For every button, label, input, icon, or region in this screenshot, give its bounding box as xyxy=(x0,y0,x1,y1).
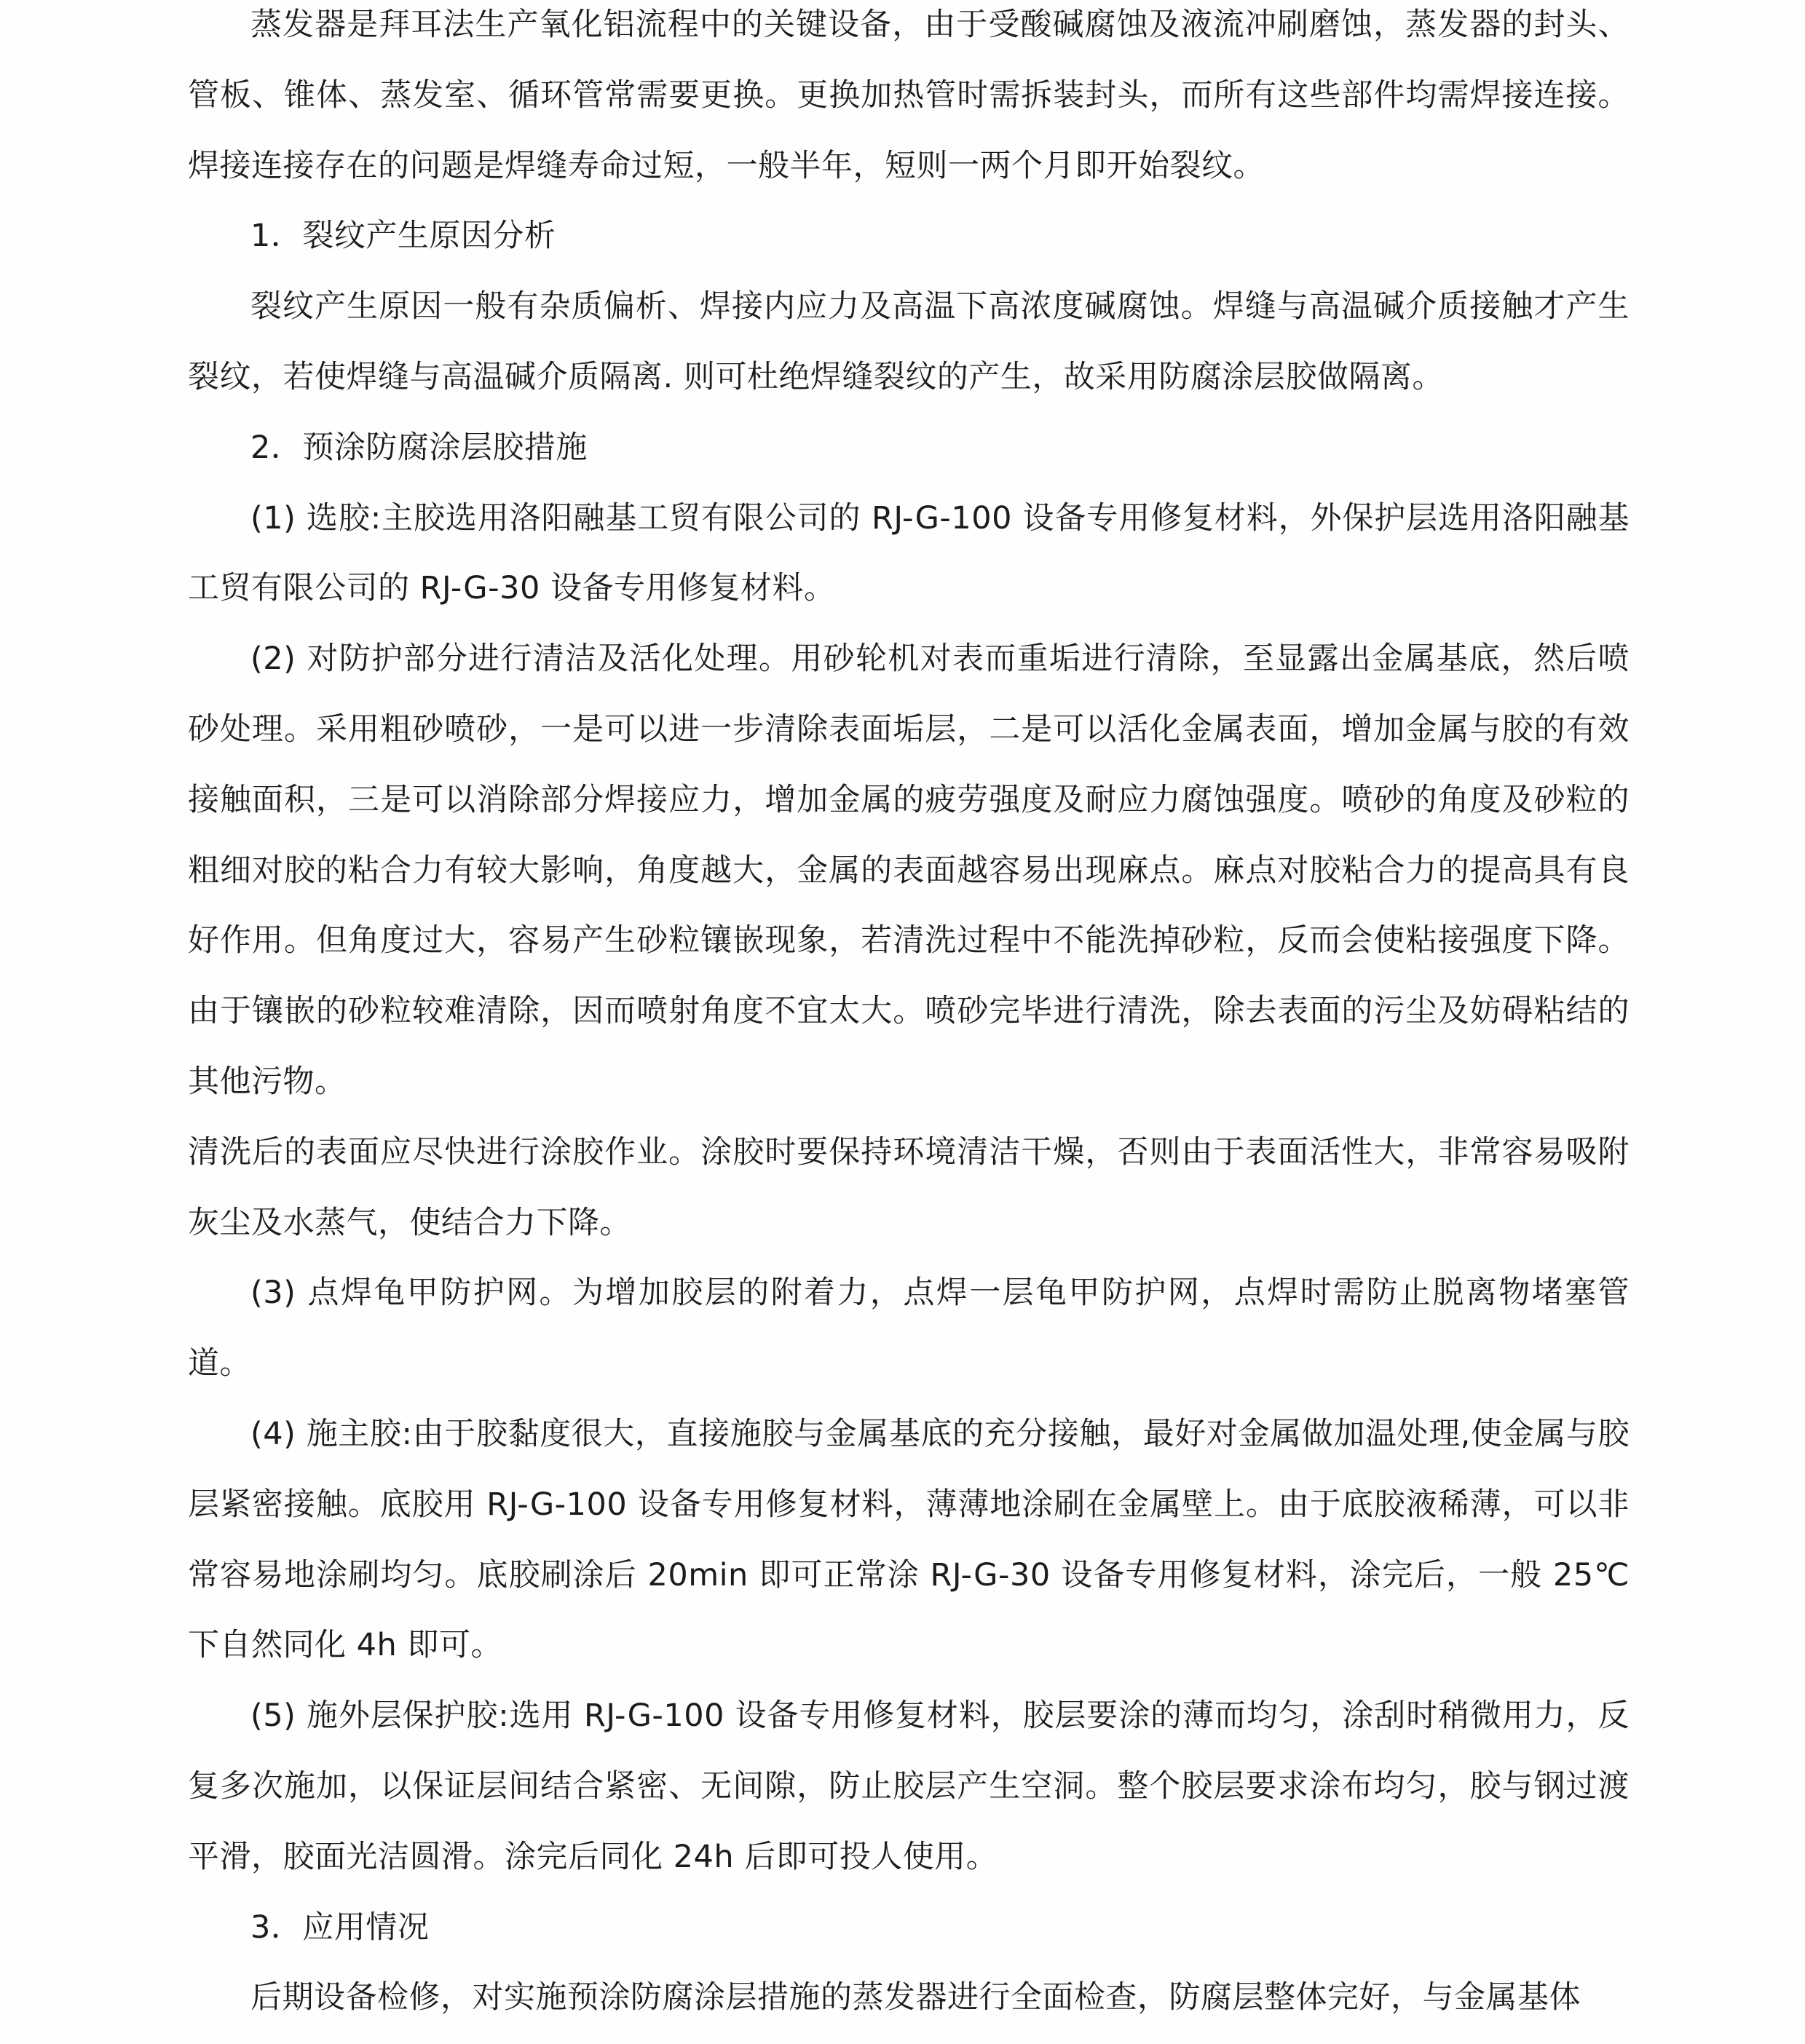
paragraph-step-4-apply-main-glue: (4) 施主胶:由于胶黏度很大，直接施胶与金属基底的充分接触，最好对金属做加温处理,使金属与胶层紧密接触。底胶用 RJ-G-100 设备专用修复材料，薄薄地涂刷在金属壁上。由于底胶液稀薄，可以非常容易地涂刷均匀。底胶刷涂后 20min 即可正常涂 RJ-G-30 设备专用修复材料，涂完后，一般 25℃下自然同化 4h 即可。 xyxy=(188,1415,1630,1664)
paragraph-step-1-glue-selection: (1) 选胶:主胶选用洛阳融基工贸有限公司的 RJ-G-100 设备专用修复材料，外保护层选用洛阳融基工贸有限公司的 RJ-G-30 设备专用修复材料。 xyxy=(188,499,1630,607)
paragraph-application-status: 后期设备检修，对实施预涂防腐涂层措施的蒸发器进行全面检查，防腐层整体完好，与金属基体 xyxy=(250,1979,1581,2016)
section-heading-application: 3．应用情况 xyxy=(250,1909,430,1946)
paragraph-step-5-apply-outer-glue: (5) 施外层保护胶:选用 RJ-G-100 设备专用修复材料，胶层要涂的薄而均匀，涂刮时稍微用力，反复多次施加，以保证层间结合紧密、无间隙，防止胶层产生空洞。整个胶层要求涂布均匀，胶与钢过渡平滑，胶面光洁圆滑。涂完后同化 24h 后即可投人使用。 xyxy=(188,1698,1630,1875)
section-heading-precoat-measures: 2．预涂防腐涂层胶措施 xyxy=(250,429,588,466)
paragraph-step-3-spot-weld-mesh: (3) 点焊龟甲防护网。为增加胶层的附着力，点焊一层龟甲防护网，点焊时需防止脱离物堵塞管道。 xyxy=(188,1275,1630,1382)
paragraph-coating-after-cleaning: 清洗后的表面应尽快进行涂胶作业。涂胶时要保持环境清洁干燥，否则由于表面活性大，非常容易吸附灰尘及水蒸气，使结合力下降。 xyxy=(188,1133,1630,1241)
paragraph-crack-cause: 裂纹产生原因一般有杂质偏析、焊接内应力及高温下高浓度碱腐蚀。焊缝与高温碱介质接触才产生裂纹，若使焊缝与高温碱介质隔离. 则可杜绝焊缝裂纹的产生，故采用防腐涂层胶做隔离。 xyxy=(188,288,1630,395)
section-heading-crack-analysis: 1．裂纹产生原因分析 xyxy=(250,218,556,255)
document-content xyxy=(188,0,1630,2033)
paragraph-step-2-surface-cleaning: (2) 对防护部分进行清洁及活化处理。用砂轮机对表而重垢进行清除，至显露出金属基底，然后喷砂处理。采用粗砂喷砂，一是可以进一步清除表面垢层，二是可以活化金属表面，增加金属与胶的有效接触面积，三是可以消除部分焊接应力，增加金属的疲劳强度及耐应力腐蚀强度。喷砂的角度及砂粒的粗细对胶的粘合力有较大影响，角度越大，金属的表面越容易出现麻点。麻点对胶粘合力的提高具有良好作用。但角度过大，容易产生砂粒镶嵌现象，若清洗过程中不能洗掉砂粒，反而会使粘接强度下降。由于镶嵌的砂粒较难清除，因而喷射角度不宜太大。喷砂完毕进行清洗，除去表面的污尘及妨碍粘结的其他污物。 xyxy=(188,641,1630,1100)
paragraph-intro: 蒸发器是拜耳法生产氧化铝流程中的关键设备，由于受酸碱腐蚀及液流冲刷磨蚀，蒸发器的封头、管板、锥体、蒸发室、循环管常需要更换。更换加热管时需拆装封头，而所有这些部件均需焊接连接。焊接连接存在的问题是焊缝寿命过短，一般半年，短则一两个月即开始裂纹。 xyxy=(188,7,1630,184)
